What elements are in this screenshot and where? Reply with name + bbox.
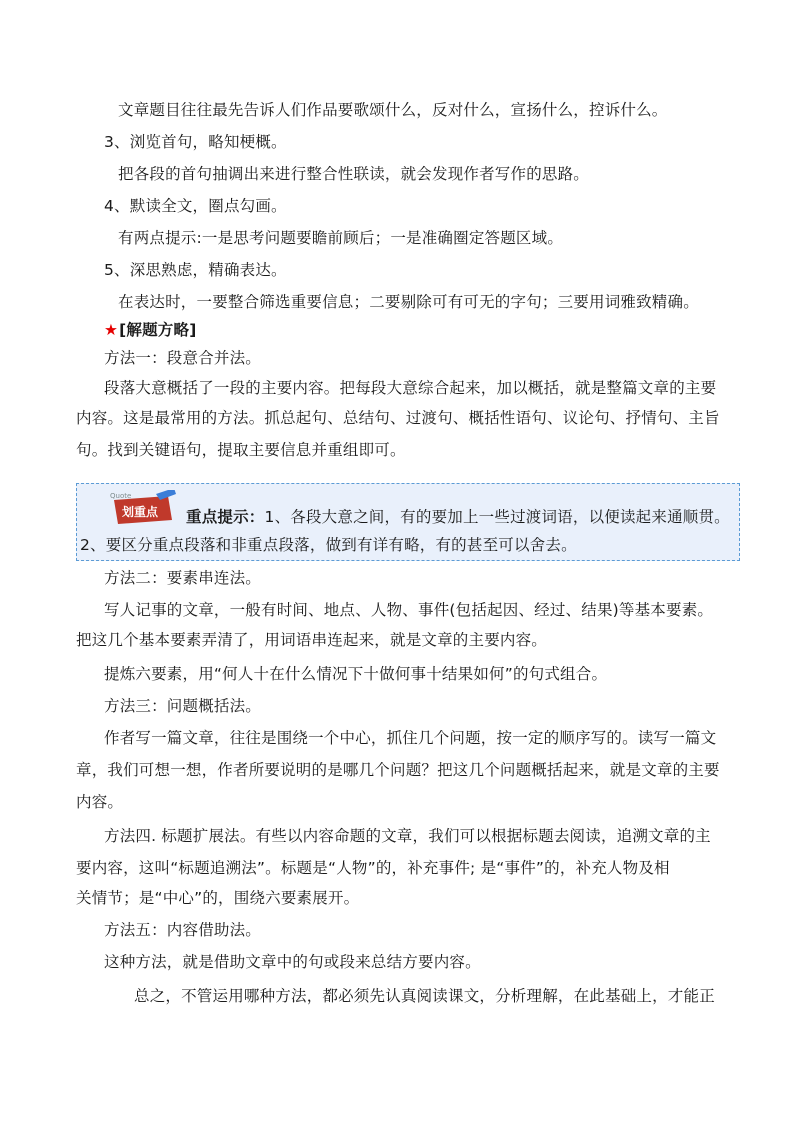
method-3-body-line: 章，我们可想一想，作者所要说明的是哪几个问题？把这几个问题概括起来，就是文章的主要 xyxy=(76,761,720,779)
tip-line-1 xyxy=(186,507,730,527)
tip-line-2: 2、要区分重点段落和非重点段落，做到有详有略，有的甚至可以舍去。 xyxy=(80,536,577,554)
tip-label: 重点提示： xyxy=(186,508,265,526)
section-heading-text: [解题方略] xyxy=(119,321,197,339)
text-line-topic: 文章题目往往最先告诉人们作品要歌颂什么，反对什么，宣扬什么，控诉什么。 xyxy=(118,101,668,119)
section-heading xyxy=(104,320,744,340)
method-2-body-line: 写人记事的文章，一般有时间、地点、人物、事件(包括起因、经过、结果)等基本要素。 xyxy=(104,601,714,619)
method-4-body-line: 关情节；是“中心”的，围绕六要素展开。 xyxy=(76,889,360,907)
conclusion-line: 总之，不管运用哪种方法，都必须先认真阅读课文，分析理解，在此基础上，才能正 xyxy=(134,987,715,1005)
text-line-step5: 在表达时，一要整合筛选重要信息；二要剔除可有可无的字句；三要用词雅致精确。 xyxy=(118,293,699,311)
method-2-body-line: 提炼六要素，用“何人十在什么情况下十做何事十结果如何”的句式组合。 xyxy=(104,665,608,683)
method-4-body-line: 要内容，这叫“标题追溯法”。标题是“人物”的，补充事件; 是“事件”的，补充人物及相 xyxy=(76,859,670,877)
method-2-body-line: 把这几个基本要素弄清了，用词语串连起来，就是文章的主要内容。 xyxy=(76,631,548,649)
star-icon: ★ xyxy=(104,321,119,339)
method-1-body-line: 内容。这是最常用的方法。抓总起句、总结句、过渡句、概括性语句、议论句、抒情句、主旨 xyxy=(76,409,720,427)
method-3-body-line: 内容。 xyxy=(76,793,124,811)
method-4-body-line: 方法四. 标题扩展法。有些以内容命题的文章，我们可以根据标题去阅读，追溯文章的主 xyxy=(104,827,711,845)
tip-text-1: 1、各段大意之间，有的要加上一些过渡词语，以便读起来通顺贯。 xyxy=(264,508,730,526)
text-line-step3: 把各段的首句抽调出来进行整合性联读，就会发现作者写作的思路。 xyxy=(118,165,590,183)
step-5-heading: 5、深思熟虑，精确表达。 xyxy=(104,261,287,279)
step-4-heading: 4、默读全文，圈点勾画。 xyxy=(104,197,287,215)
method-2-title: 方法二：要素串连法。 xyxy=(104,569,262,587)
badge-label-text: 划重点 xyxy=(122,505,159,519)
badge-sub-text: Quote xyxy=(110,492,132,500)
method-1-body-line: 段落大意概括了一段的主要内容。把每段大意综合起来，加以概括，就是整篇文章的主要 xyxy=(104,379,717,397)
method-3-title: 方法三：问题概括法。 xyxy=(104,697,262,715)
method-5-body-line: 这种方法，就是借助文章中的句或段来总结方要内容。 xyxy=(104,953,481,971)
method-1-title: 方法一：段意合并法。 xyxy=(104,349,262,367)
method-1-body-line: 句。找到关键语句，提取主要信息并重组即可。 xyxy=(76,441,406,459)
highlight-badge-icon xyxy=(108,490,178,530)
text-line-step4: 有两点提示:一是思考问题要瞻前顾后；一是准确圈定答题区域。 xyxy=(118,229,564,247)
step-3-heading: 3、浏览首句，略知梗概。 xyxy=(104,133,287,151)
method-3-body-line: 作者写一篇文章，往往是围绕一个中心，抓住几个问题，按一定的顺序写的。读写一篇文 xyxy=(104,729,717,747)
method-5-title: 方法五：内容借助法。 xyxy=(104,921,262,939)
